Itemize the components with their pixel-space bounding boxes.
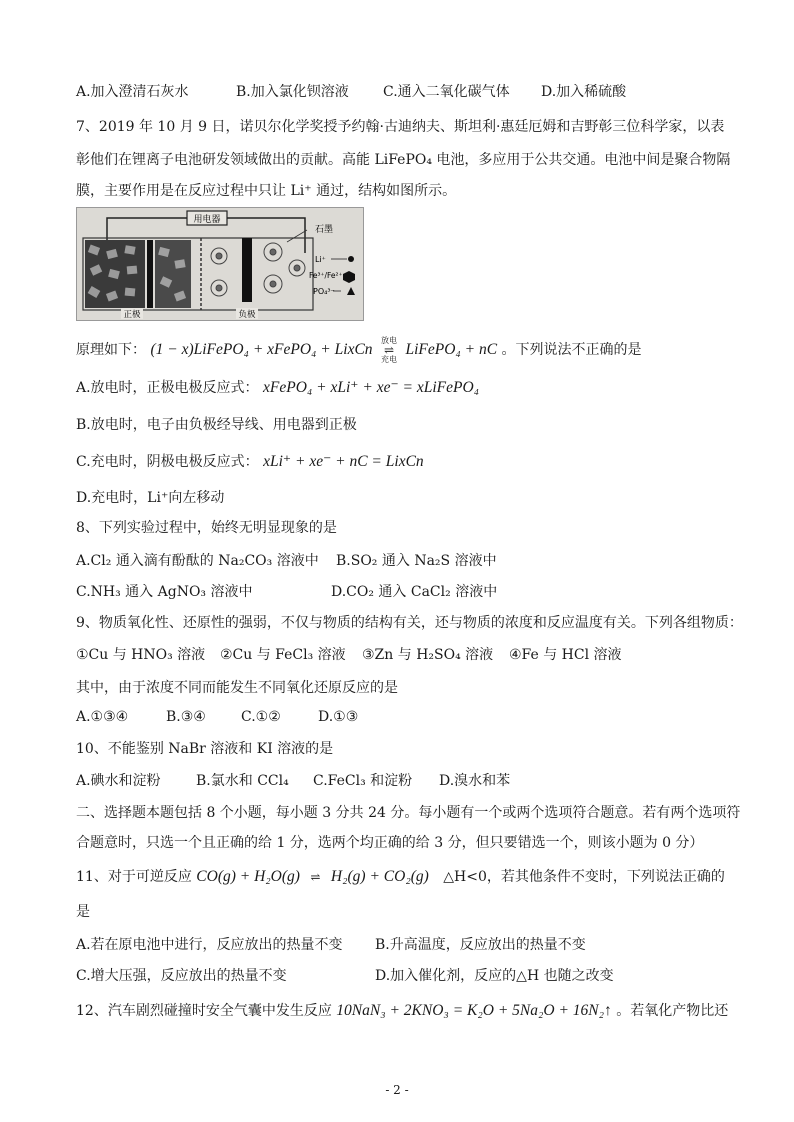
q7-option-a-text: A.放电时，正极电极反应式： bbox=[76, 380, 259, 396]
q9-item-1: ①Cu 与 HNO₃ 溶液 bbox=[76, 647, 206, 663]
q11-eq-left: CO(g) + H₂O(g) bbox=[196, 868, 300, 885]
page-number: - 2 - bbox=[385, 1083, 409, 1097]
q9-item-2: ②Cu 与 FeCl₃ 溶液 bbox=[220, 647, 346, 663]
q6-option-a: A.加入澄清石灰水 bbox=[76, 84, 189, 100]
legend-li-marker bbox=[348, 256, 354, 262]
q9-item-4: ④Fe 与 HCl 溶液 bbox=[509, 647, 622, 663]
q10-option-b: B.氯水和 CCl₄ bbox=[196, 773, 289, 789]
q7-principle-eq-right: LiFePO₄ + nC bbox=[405, 341, 498, 358]
battery-diagram bbox=[76, 207, 364, 321]
load-label: 用电器 bbox=[193, 215, 221, 225]
q7-principle-eq-left: (1 − x)LiFePO₄ + xFePO₄ + LixCn bbox=[150, 341, 373, 358]
q6-option-b: B.加入氯化钡溶液 bbox=[236, 84, 349, 100]
section2-line1: 二、选择题本题包括 8 个小题，每小题 3 分共 24 分。每小题有一个或两个选项符合题意。若有两个选项符 bbox=[76, 805, 741, 821]
q7-principle bbox=[76, 336, 642, 364]
q8-option-a: A.Cl₂ 通入滴有酚酞的 Na₂CO₃ 溶液中 bbox=[76, 553, 319, 569]
q9-stem: 9、物质氧化性、还原性的强弱，不仅与物质的结构有关，还与物质的浓度和反应温度有关。下列各组物质： bbox=[76, 615, 743, 631]
q11-condition: △H<0，若其他条件不变时，下列说法正确的 bbox=[443, 869, 725, 885]
q11-option-d: D.加入催化剂，反应的△H 也随之改变 bbox=[375, 968, 614, 984]
arrow-bottom-label: 充电 bbox=[381, 355, 397, 364]
q7-option-a-eq: xFePO₄ + xLi⁺ + xe⁻ = xLiFePO₄ bbox=[263, 379, 480, 396]
q7-option-c-text: C.充电时，阴极电极反应式： bbox=[76, 454, 259, 470]
section2-line2: 合题意时，只选一个且正确的给 1 分，选两个均正确的给 3 分，但只要错选一个，则该小题为 0 分） bbox=[76, 835, 704, 851]
q9-option-b: B.③④ bbox=[166, 709, 206, 725]
q6-option-c: C.通入二氧化碳气体 bbox=[383, 84, 510, 100]
negative-electrode bbox=[242, 238, 252, 302]
q7-reversible-arrow: 放电 ⇌ 充电 bbox=[381, 336, 397, 364]
q11-line2: 是 bbox=[76, 904, 90, 920]
legend-po4: PO₄³⁻ bbox=[313, 287, 335, 296]
q9-item-3: ③Zn 与 H₂SO₄ 溶液 bbox=[362, 647, 494, 663]
q7-stem-line2: 彰他们在锂离子电池研发领域做出的贡献。高能 LiFePO₄ 电池，多应用于公共交通。电池中间是聚合物隔 bbox=[76, 152, 731, 168]
graphite-label: 石墨 bbox=[315, 225, 334, 235]
q7-option-a bbox=[76, 378, 479, 398]
q8-option-b: B.SO₂ 通入 Na₂S 溶液中 bbox=[336, 553, 497, 569]
q8-option-d: D.CO₂ 通入 CaCl₂ 溶液中 bbox=[331, 584, 498, 600]
q7-stem-line3: 膜，主要作用是在反应过程中只让 Li⁺ 通过，结构如图所示。 bbox=[76, 183, 457, 199]
q7-stem-line1: 7、2019 年 10 月 9 日，诺贝尔化学奖授予约翰·古迪纳夫、斯坦利·惠廷厄姆和吉野彰三位科学家，以表 bbox=[76, 119, 725, 135]
q9-option-d: D.①③ bbox=[318, 709, 359, 725]
q9-line3: 其中，由于浓度不同而能发生不同氧化还原反应的是 bbox=[76, 680, 398, 696]
q12-suffix: 。若氧化产物比还 bbox=[616, 1003, 729, 1019]
q11-eq-right: H₂(g) + CO₂(g) bbox=[330, 868, 429, 885]
q7-option-c bbox=[76, 452, 424, 472]
q7-principle-prefix: 原理如下： bbox=[76, 342, 146, 358]
q12-prefix: 12、汽车剧烈碰撞时安全气囊中发生反应 bbox=[76, 1003, 332, 1019]
q8-option-c: C.NH₃ 通入 AgNO₃ 溶液中 bbox=[76, 584, 253, 600]
q10-option-c: C.FeCl₃ 和淀粉 bbox=[313, 773, 413, 789]
arrow-top-label: 放电 bbox=[381, 336, 397, 345]
q7-option-b: B.放电时，电子由负极经导线、用电器到正极 bbox=[76, 417, 357, 433]
q9-option-c: C.①② bbox=[241, 709, 281, 725]
q10-option-d: D.溴水和苯 bbox=[439, 773, 511, 789]
q7-option-c-eq: xLi⁺ + xe⁻ + nC = LixCn bbox=[263, 453, 424, 470]
q10-option-a: A.碘水和淀粉 bbox=[76, 773, 161, 789]
q11-option-b: B.升高温度，反应放出的热量不变 bbox=[375, 937, 586, 953]
q11-stem: 11、对于可逆反应 CO(g) + H₂O(g) ⇌ H₂(g) + CO₂(g) △H<0，若其他条件不变时，下列说法正确的 bbox=[76, 868, 725, 885]
positive-label: 正极 bbox=[123, 310, 141, 320]
negative-label: 负极 bbox=[238, 310, 256, 320]
q11-prefix: 11、对于可逆反应 bbox=[76, 869, 192, 885]
q11-option-a: A.若在原电池中进行，反应放出的热量不变 bbox=[76, 937, 343, 953]
q10-stem: 10、不能鉴别 NaBr 溶液和 KI 溶液的是 bbox=[76, 741, 334, 757]
q12-stem bbox=[76, 1001, 728, 1021]
q11-option-c: C.增大压强，反应放出的热量不变 bbox=[76, 968, 287, 984]
battery-diagram-svg bbox=[77, 208, 363, 320]
legend-fe: Fe³⁺/Fe²⁺ bbox=[309, 271, 343, 280]
q7-option-d: D.充电时，Li⁺向左移动 bbox=[76, 490, 225, 506]
q7-principle-suffix: 。下列说法不正确的是 bbox=[501, 342, 642, 358]
legend-li: Li⁺ bbox=[315, 255, 326, 264]
q8-stem: 8、下列实验过程中，始终无明显现象的是 bbox=[76, 520, 337, 536]
q12-eq: 10NaN₃ + 2KNO₃ = K₂O + 5Na₂O + 16N₂↑ bbox=[336, 1002, 612, 1019]
q6-option-d: D.加入稀硫酸 bbox=[541, 84, 627, 100]
q9-option-a: A.①③④ bbox=[76, 709, 129, 725]
